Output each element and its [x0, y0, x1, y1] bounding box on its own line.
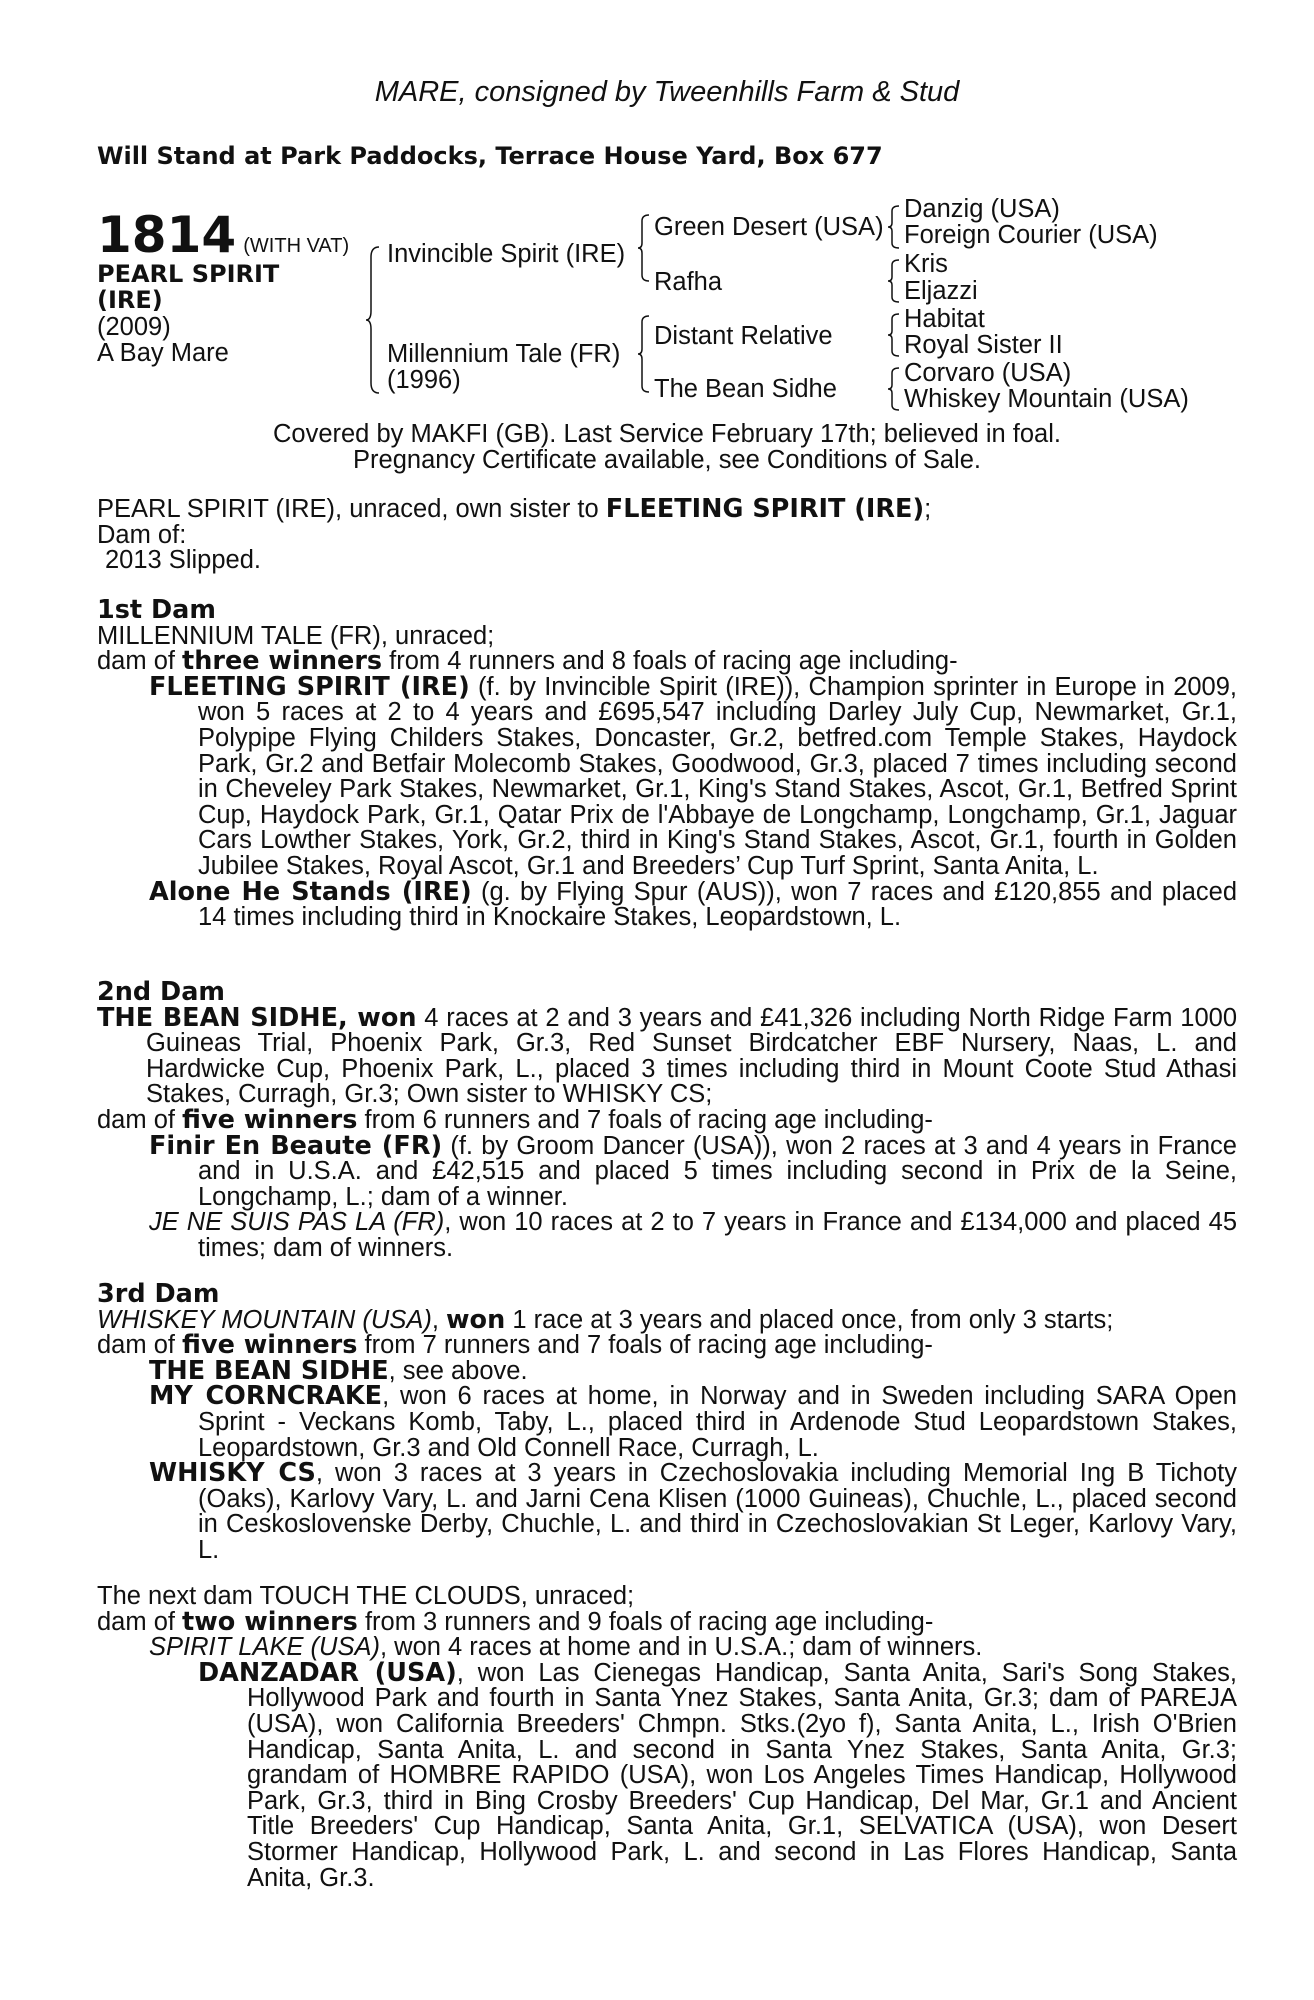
- produce-record: 2013 Slipped.: [105, 546, 261, 575]
- first-dam-section: [97, 595, 1238, 932]
- next-dam-entry: [97, 1657, 1238, 1892]
- entry-name: MY CORNCRAKE: [149, 1381, 383, 1412]
- sire: Invincible Spirit (IRE): [387, 240, 626, 268]
- dam-sire-dam: Royal Sister II: [904, 331, 1063, 359]
- entry-name: FLEETING SPIRIT (IRE): [149, 671, 470, 702]
- third-dam-entry: [97, 1458, 1237, 1564]
- sire-dam-dam: Eljazzi: [904, 277, 978, 305]
- next-dam-summary: [97, 1606, 1237, 1637]
- entry-text: (f. by Invincible Spirit (IRE)), Champion sprinter in Europe in 2009, won 5 races at 2 to 4 years and £695,547 including Darley July Cup, Newmarket, Gr.1, Polypipe Flying Childers Stakes, Doncaster, Gr.2, betfred.com Temple Stakes, Haydock Park, Gr.2 and Betfair Molecomb Stakes, Goodwood, Gr.3, placed 7 times including second in Cheveley Park Stakes, Newmarket, Gr.1, King's Stand Stakes, Ascot, Gr.1, Betfred Sprint Cup, Haydock Park, Gr.1, Qatar Prix de l'Abbaye de Longchamp, Longchamp, Gr.1, Jaguar Cars Lowther Stakes, York, Gr.2, third in King's Stand Stakes, Ascot, Gr.1, fourth in Golden Jubilee Stakes, Royal Ascot, Gr.1 and Breeders’ Cup Turf Sprint, Santa Anita, L.: [198, 672, 1238, 880]
- entry-text: , won 3 races at 3 years in Czechoslovakia including Memorial Ing B Tichoty (Oaks), Karlovy Vary, L. and Jarni Cena Klisen (1000 Guineas), Chuchle, L., placed second in Ceskoslovenske Derby, Chuchle, L. and third in Czechoslovakian St Leger, Karlovy Vary, L.: [198, 1459, 1237, 1564]
- horse-name: PEARL SPIRIT: [97, 260, 280, 288]
- second-dam-entry: [97, 1210, 1237, 1261]
- intro-end: ;: [924, 495, 932, 523]
- entry-text: (f. by Groom Dancer (USA)), won 2 races at 3 and 4 years in France and in U.S.A. and £42,515 and placed 5 times including second in Prix de la Seine, Longchamp, L.; dam of a winner.: [198, 1131, 1237, 1211]
- page-title: MARE, consigned by Tweenhills Farm & Stud: [374, 76, 960, 108]
- next-dam-section: [97, 1584, 1237, 1891]
- third-dam-name: WHISKEY MOUNTAIN (USA): [97, 1305, 432, 1334]
- sire-dam: Rafha: [654, 268, 723, 296]
- second-dam-title: 2nd Dam: [97, 977, 225, 1007]
- entry-text: , won 4 races at home and in U.S.A.; dam of winners.: [379, 1633, 983, 1662]
- dam-dam-sire: Corvaro (USA): [904, 359, 1072, 387]
- entry-text: , see above.: [388, 1356, 528, 1385]
- lot-number: 1814: [97, 206, 237, 264]
- dam: Millennium Tale (FR): [387, 340, 621, 368]
- won-label: won: [446, 1304, 506, 1335]
- dam-dam: The Bean Sidhe: [654, 375, 837, 403]
- sire-sire-sire: Danzig (USA): [904, 195, 1060, 223]
- entry-name: DANZADAR (USA): [198, 1657, 457, 1688]
- second-dam-entry: [97, 1130, 1237, 1211]
- summary-prefix: dam of: [97, 647, 183, 676]
- dam-dam-dam: Whiskey Mountain (USA): [904, 385, 1189, 413]
- intro-text: PEARL SPIRIT (IRE), unraced, own sister to: [97, 495, 606, 523]
- summary-prefix: dam of: [97, 1105, 183, 1134]
- third-dam-section: [97, 1279, 1237, 1564]
- entry-name: SPIRIT LAKE (USA): [149, 1633, 380, 1662]
- summary-winners: five winners: [182, 1330, 358, 1361]
- sire-sire: Green Desert (USA): [654, 213, 884, 241]
- entry-name: THE BEAN SIDHE: [149, 1355, 389, 1386]
- entry-text: , won 6 races at home, in Norway and in Sweden including SARA Open Sprint - Veckans Komb, Taby, L., placed third in Ardenode Stud Leopardstown Stakes, Leopardstown, Gr.3 and Old Connell Race, Curragh, L.: [198, 1382, 1237, 1462]
- intro-section: [97, 494, 1237, 575]
- entry-name: WHISKY CS: [149, 1458, 316, 1489]
- summary-winners: five winners: [182, 1104, 358, 1135]
- covering-info: [97, 422, 1237, 473]
- summary-winners: three winners: [182, 646, 383, 677]
- summary-suffix: from 4 runners and 8 foals of racing age including-: [382, 647, 958, 676]
- first-dam-title: 1st Dam: [97, 595, 216, 625]
- intro-sister: FLEETING SPIRIT (IRE): [605, 494, 925, 524]
- summary-prefix: dam of: [97, 1331, 183, 1360]
- sire-dam-sire: Kris: [904, 250, 948, 278]
- third-dam-record: WHISKEY MOUNTAIN (USA), won 1 race at 3 years and placed once, from only 3 starts;: [97, 1304, 1114, 1335]
- summary-winners: two winners: [182, 1606, 358, 1637]
- summary-suffix: from 6 runners and 7 foals of racing age including-: [357, 1105, 933, 1134]
- horse-name-suffix: (IRE): [97, 286, 163, 314]
- second-dam-name: THE BEAN SIDHE: [97, 1002, 339, 1033]
- first-dam-name: MILLENNIUM TALE (FR), unraced;: [97, 621, 495, 650]
- summary-prefix: dam of: [97, 1607, 183, 1636]
- dam-year: (1996): [387, 366, 461, 394]
- won-label: won: [357, 1002, 417, 1033]
- pedigree-section: [97, 195, 1257, 430]
- entry-text: , won 10 races at 2 to 7 years in France and £134,000 and placed 45 times; dam of winners.: [198, 1208, 1237, 1262]
- first-dam-entry: [97, 876, 1237, 932]
- entry-name: JE NE SUIS PAS LA (FR): [149, 1208, 445, 1237]
- second-dam-text: 4 races at 2 and 3 years and £41,326 including North Ridge Farm 1000 Guineas Trial, Phoenix Park, Gr.3, Red Sunset Birdcatcher EBF Nursery, Naas, L. and Hardwicke Cup, Phoenix Park, L., placed 3 times including third in Mount Coote Stud Athasi Stakes, Curragh, Gr.3; Own sister to WHISKY CS;: [146, 1003, 1237, 1109]
- second-dam-record: THE BEAN SIDHE, won 4 races at 2 and 3 years and £41,326 including North Ridge Farm 1000 Guineas Trial, Phoenix Park, Gr.3, Red Sunset Birdcatcher EBF Nursery, Naas, L. and Hardwicke Cup, Phoenix Park, L., placed 3 times including third in Mount Coote Stud Athasi Stakes, Curragh, Gr.3; Own sister to WHISKY CS;: [97, 1002, 1237, 1109]
- intro-line: [97, 494, 1237, 524]
- pedigree-brace-dd: [887, 366, 901, 412]
- lot-number-line: [97, 206, 350, 264]
- entry-text: , won Las Cienegas Handicap, Santa Anita, Sari's Song Stakes, Hollywood Park and fourth in Santa Ynez Stakes, Santa Anita, Gr.3; dam of PAREJA (USA), won California Breeders' Chmpn. Stks.(2yo f), Santa Anita, L., Irish O'Brien Handicap, Santa Anita, L. and second in Santa Ynez Stakes, Santa Anita, Gr.3; grandam of HOMBRE RAPIDO (USA), won Los Angeles Times Handicap, Hollywood Park, Gr.3, third in Bing Crosby Breeders' Cup Handicap, Del Mar, Gr.1 and Ancient Title Breeders' Cup Handicap, Santa Anita, Gr.1, SELVATICA (USA), won Desert Stormer Handicap, Hollywood Park, L. and second in Las Flores Handicap, Santa Anita, Gr.3.: [247, 1658, 1238, 1892]
- horse-year: (2009): [97, 313, 171, 341]
- pedigree-brace-ss: [887, 204, 901, 250]
- dam-sire: Distant Relative: [654, 322, 833, 350]
- summary-suffix: from 7 runners and 7 foals of racing age including-: [357, 1331, 933, 1360]
- dam-of-label: Dam of:: [97, 520, 187, 549]
- summary-suffix: from 3 runners and 9 foals of racing age including-: [357, 1607, 934, 1636]
- next-dam-name: The next dam TOUCH THE CLOUDS, unraced;: [97, 1582, 635, 1610]
- entry-name: Finir En Beaute (FR): [149, 1130, 443, 1161]
- horse-description: A Bay Mare: [97, 339, 229, 367]
- vat-label: (WITH VAT): [243, 235, 350, 257]
- entry-text: (g. by Flying Spur (AUS)), won 7 races and £120,855 and placed 14 times including third in Knockaire Stakes, Leopardstown, L.: [198, 877, 1237, 932]
- pedigree-brace-main: [365, 245, 381, 395]
- pedigree-brace-sire: [637, 213, 651, 283]
- pedigree-brace-dam: [637, 314, 651, 394]
- covered-line: Covered by MAKFI (GB). Last Service February 17th; believed in foal.: [272, 420, 1061, 448]
- second-dam-section: [97, 977, 1237, 1262]
- third-dam-text: 1 race at 3 years and placed once, from only 3 starts;: [505, 1305, 1114, 1334]
- pedigree-brace-ds: [887, 312, 901, 358]
- third-dam-entry: [97, 1381, 1237, 1462]
- pregnancy-line: Pregnancy Certificate available, see Conditions of Sale.: [353, 445, 981, 474]
- dam-sire-sire: Habitat: [904, 305, 985, 333]
- pedigree-brace-sd: [887, 258, 901, 304]
- entry-name: Alone He Stands (IRE): [149, 876, 472, 907]
- third-dam-title: 3rd Dam: [97, 1279, 220, 1309]
- sire-sire-dam: Foreign Courier (USA): [904, 221, 1158, 249]
- stand-location: Will Stand at Park Paddocks, Terrace House Yard, Box 677: [97, 142, 883, 170]
- first-dam-entry: [97, 671, 1238, 880]
